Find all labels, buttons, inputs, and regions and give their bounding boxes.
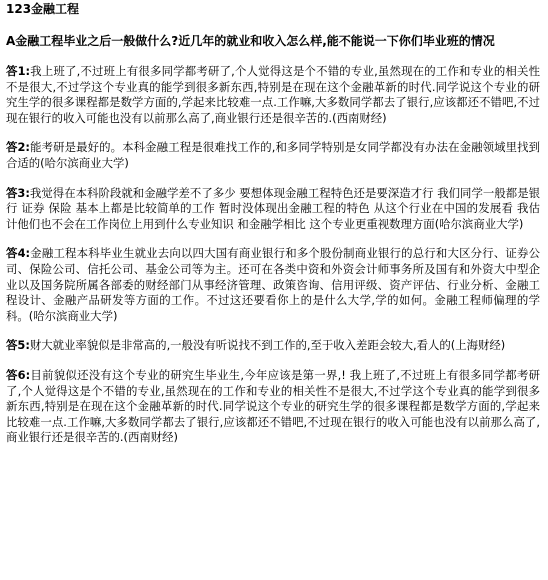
answer-label: 答4: (6, 246, 31, 261)
answer-label: 答5: (6, 338, 30, 353)
answer-label: 答6: (6, 367, 31, 382)
answer-4 (6, 246, 540, 324)
answer-3 (6, 186, 540, 233)
answer-text: 财大就业率貌似是非常高的,一般没有听说找不到工作的,至于收入差距会较大,看人的(上海财经) (29, 338, 506, 353)
answer-6 (6, 368, 540, 446)
answer-2 (6, 140, 540, 171)
answer-text: 我上班了,不过班上有很多同学都考研了,个人觉得这是个不错的专业,虽然现在的工作和专业的相关性不是很大,不过学这个专业真的能学到很多新东西,特别是在现在这个金融革新的时代.同学说这个专业的研究生学的很多课程都是数学方面的,学起来比较难一点.工作嘛,大多数同学都去了银行,应该都还不错吧,不过现在银行的收入可能也没有以前那么高了,商业银行还是很辛苦的.(西南财经) (6, 64, 540, 125)
answer-label: 答1: (6, 64, 31, 78)
answer-text: 金融工程本科毕业生就业去向以四大国有商业银行和多个股份制商业银行的总行和大区分行、证券公司、保险公司、信托公司、基金公司等为主。还可在各类中资和外资会计师事务所及国有和外资大中型企业以及国务院所属各部委的财经部门从事经济管理、政策咨询、信用评级、资产评估、行业分析、金融工程设计、金融产品研发等方面的工作。不过这还要看你上的是什么大学,学的如何。金融工程师偏理的学科。(哈尔滨商业大学) (6, 246, 540, 323)
answer-text: 目前貌似还没有这个专业的研究生毕业生,今年应该是第一界,! 我上班了,不过班上有很多同学都考研了,个人觉得这是个不错的专业,虽然现在的工作和专业的相关性不是很大,不过学这个专业真的能学到很多新东西,特别是在现在这个金融革新的时代.同学说这个专业的研究生学的很多课程都是数学方面的,学起来比较难一点.工作嘛,大多数同学都去了银行,应该都还不错吧,不过现在银行的收入可能也没有以前那么高了,商业银行还是很辛苦的.(西南财经) (6, 367, 540, 445)
question-heading: A金融工程毕业之后一般做什么?近几年的就业和收入怎么样,能不能说一下你们毕业班的情况 (6, 34, 495, 48)
answer-5 (6, 338, 540, 354)
answer-label: 答3: (6, 185, 30, 200)
answer-text: 我觉得在本科阶段就和金融学差不了多少 要想体现金融工程特色还是要深造才行 我们同学一般都是银行 证券 保险 基本上都是比较简单的工作 暂时没体现出金融工程的特色 从这个行业在中国的发展看 我估计他们也不会在工作岗位上用到什么专业知识 和金融学相比 这个专业更重视数理方面(哈尔滨商业大学) (6, 185, 541, 231)
answer-1 (6, 64, 540, 126)
answer-text: 能考研是最好的。本科金融工程是很难找工作的,和多同学特别是女同学都没有办法在金融领域里找到合适的(哈尔滨商业大学) (6, 140, 541, 170)
page-title: 123金融工程 (6, 2, 80, 16)
answer-label: 答2: (6, 140, 30, 155)
